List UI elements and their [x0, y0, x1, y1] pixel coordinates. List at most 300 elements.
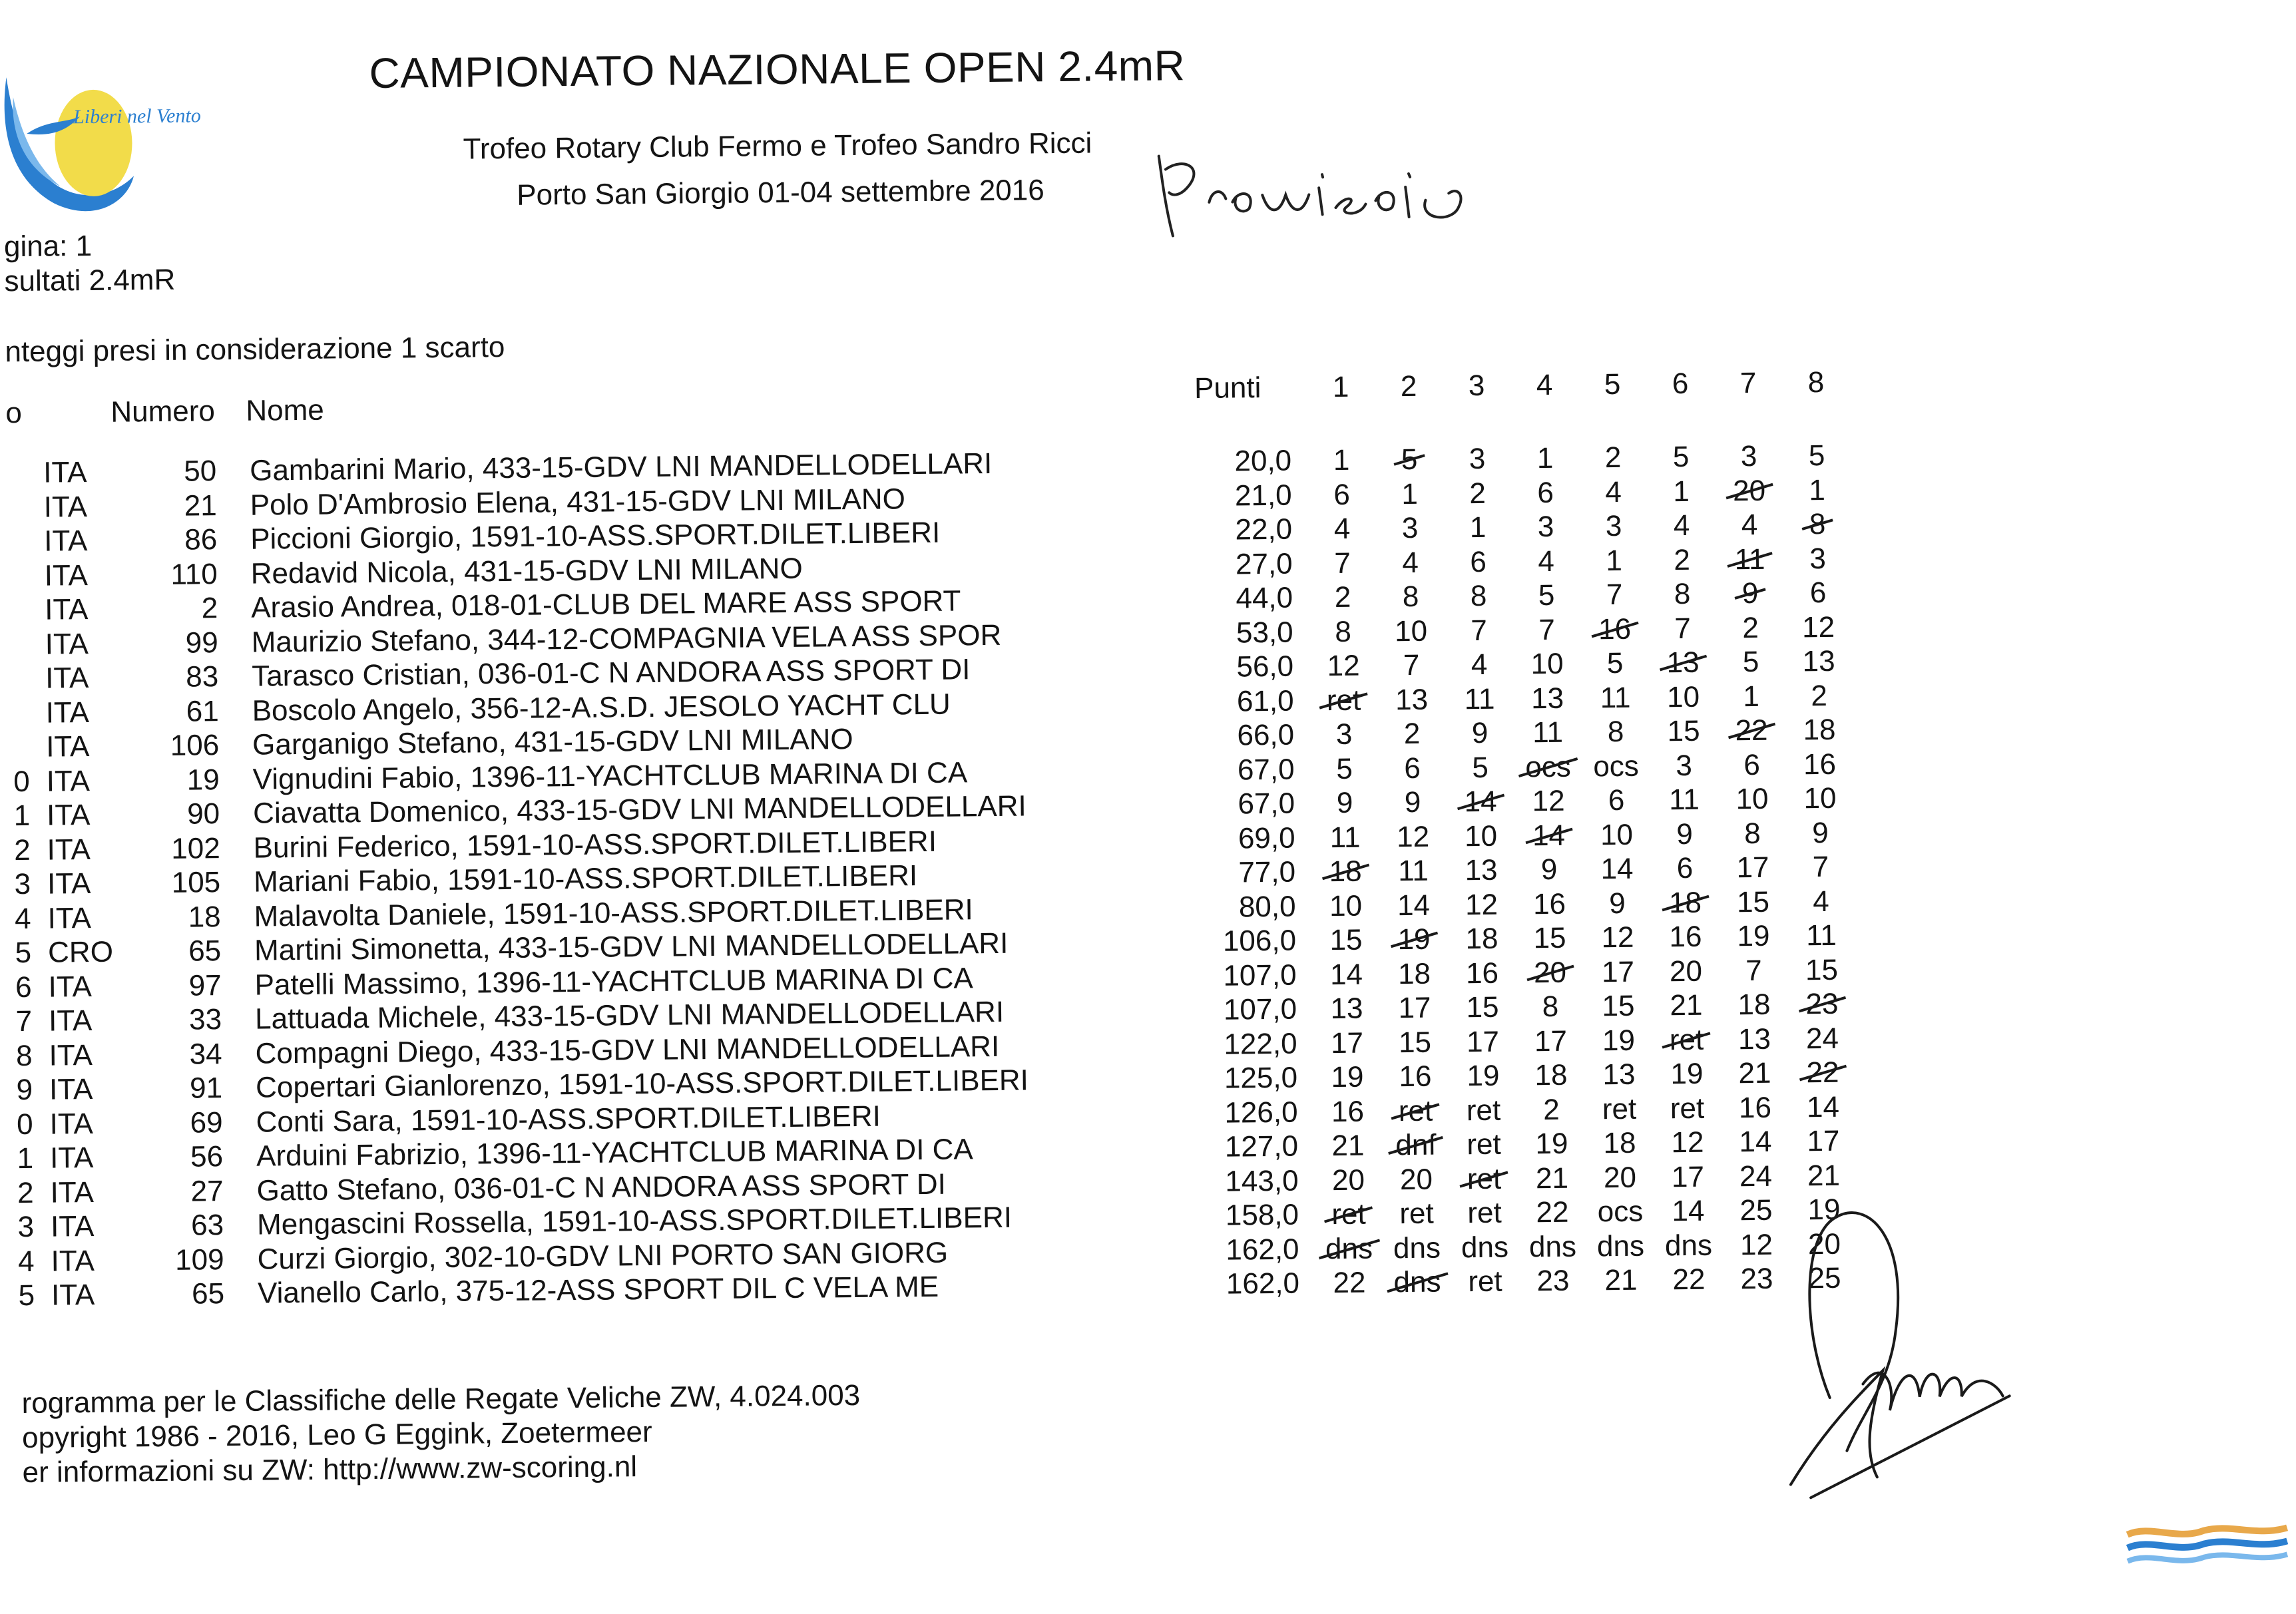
sail-number-cell: 27 [156, 1175, 223, 1209]
table-row [0, 0, 2280, 11]
race-score-cell [1449, 990, 1516, 1024]
race-score-cell [1519, 1195, 1586, 1229]
position-cell: 3 [4, 1211, 34, 1244]
race-score: 15 [1667, 715, 1700, 747]
nation-cell: ITA [47, 902, 91, 936]
discarded-score: 22 [1806, 1056, 1839, 1090]
race-score-cell [1514, 751, 1581, 785]
race-score-cell [1650, 681, 1716, 715]
race-score-cell [1718, 714, 1785, 748]
race-score: 21 [1807, 1159, 1840, 1192]
race-score-cell [1447, 751, 1513, 785]
race-score: 8 [1403, 580, 1419, 613]
race-score: 16 [1466, 957, 1498, 990]
race-score-cell [1313, 958, 1379, 992]
race-score: 4 [1741, 508, 1758, 541]
race-score-cell [1716, 475, 1782, 508]
race-score: 7 [1813, 851, 1829, 883]
race-score: 12 [1327, 650, 1359, 682]
table-row [0, 0, 2280, 11]
race-score-cell [1316, 1266, 1383, 1300]
race-score-cell [1384, 1265, 1451, 1299]
race-score-cell [1382, 1094, 1449, 1128]
race-score: 6 [1537, 477, 1554, 509]
race-score-cell [1650, 715, 1717, 749]
sail-number-cell: 34 [155, 1038, 222, 1072]
race-score: 23 [1740, 1263, 1773, 1295]
race-score-cell [1584, 956, 1651, 990]
race-score-cell [1583, 784, 1650, 818]
race-score: 14 [1807, 1091, 1839, 1123]
race-score-cell [1654, 1092, 1720, 1126]
race-score-cell [1586, 1093, 1652, 1127]
nation-cell: ITA [50, 1176, 94, 1210]
race-score-cell [1445, 614, 1512, 648]
race-score-cell [1383, 1197, 1450, 1231]
race-score: 8 [1744, 817, 1761, 850]
race-score: 4 [1538, 545, 1554, 578]
race-score-cell [1381, 957, 1447, 991]
table-row [0, 0, 2280, 11]
points-cell: 20,0 [1188, 445, 1291, 479]
race-score-cell [1446, 682, 1512, 716]
race-score-cell [1649, 578, 1716, 612]
race-score-cell [1516, 922, 1583, 956]
race-score: 16 [1331, 1096, 1364, 1128]
race-score: 9 [1541, 853, 1558, 886]
race-score: 19 [1737, 920, 1769, 952]
nation-cell: ITA [49, 1108, 93, 1141]
race-score-cell [1651, 818, 1718, 852]
sailor-name-cell: Polo D'Ambrosio Elena, 431-15-GDV LNI MILANO [250, 483, 905, 522]
race-score-cell [1383, 1163, 1449, 1197]
nation-cell: ITA [51, 1279, 95, 1312]
race-score-cell [1447, 716, 1513, 750]
race-score: 6 [1404, 752, 1421, 785]
sail-number-cell: 109 [157, 1243, 224, 1277]
race-score-cell [1790, 1159, 1857, 1193]
race-score-cell [1447, 819, 1514, 853]
sailor-name-cell: Arasio Andrea, 018-01-CLUB DEL MARE ASS SPORT [251, 584, 961, 624]
points-cell: 67,0 [1192, 787, 1295, 821]
sailor-name-cell: Ciavatta Domenico, 433-15-GDV LNI MANDELLODELLARI [253, 790, 1027, 831]
race-score-cell [1721, 988, 1787, 1022]
race-score: 4 [1674, 509, 1690, 542]
race-score: 4 [1813, 885, 1829, 918]
table-row [0, 0, 2280, 11]
race-score-cell [1652, 955, 1719, 989]
discarded-score: dnf [1395, 1129, 1437, 1163]
race-score-cell [1311, 752, 1377, 786]
points-cell: 66,0 [1191, 719, 1294, 753]
race-score: dns [1665, 1229, 1712, 1263]
sailor-name-cell: Martini Simonetta, 433-15-GDV LNI MANDELLODELLARI [254, 927, 1009, 968]
race-score-cell [1379, 751, 1445, 785]
race-score: ocs [1593, 750, 1639, 783]
race-score-cell [1650, 646, 1716, 680]
sail-number-cell: 97 [154, 969, 221, 1003]
race-score: 4 [1605, 476, 1622, 508]
race-score-cell [1651, 783, 1718, 817]
race-score-cell [1721, 1023, 1787, 1057]
race-score: 16 [1533, 888, 1566, 920]
table-row [0, 0, 2280, 11]
position-cell: 2 [0, 834, 30, 867]
race-score: 13 [1465, 854, 1497, 887]
race-score: 17 [1672, 1161, 1704, 1193]
race-score-cell [1719, 783, 1785, 817]
race-score-cell [1378, 648, 1445, 682]
race-score: 10 [1465, 820, 1497, 853]
race-score: 7 [1334, 547, 1351, 580]
race-score-cell [1513, 614, 1580, 648]
race-score-cell [1452, 1265, 1518, 1299]
race-score: 3 [1606, 510, 1622, 542]
sailor-name-cell: Boscolo Angelo, 356-12-A.S.D. JESOLO YACHT CLU [252, 688, 951, 728]
race-score: 17 [1736, 851, 1769, 884]
position-cell: 1 [3, 1142, 33, 1175]
race-score: 20 [1604, 1161, 1636, 1194]
sailor-name-cell: Mariani Fabio, 1591-10-ASS.SPORT.DILET.LIBERI [254, 859, 917, 899]
race-score: 21 [1738, 1057, 1771, 1090]
race-score: 17 [1331, 1027, 1363, 1060]
race-score: 15 [1602, 990, 1634, 1022]
sailor-name-cell: Lattuada Michele, 433-15-GDV LNI MANDELLODELLARI [255, 996, 1004, 1036]
race-score: 12 [1532, 785, 1564, 817]
race-score: 20 [1670, 955, 1702, 988]
points-cell: 127,0 [1195, 1130, 1298, 1164]
race-score: ret [1467, 1197, 1502, 1229]
race-score-cell [1788, 919, 1855, 953]
race-score: 16 [1803, 748, 1836, 781]
race-score-cell [1517, 990, 1584, 1024]
discarded-score: ocs [1525, 751, 1571, 785]
race-score: 1 [1333, 444, 1350, 477]
race-score-cell [1515, 819, 1582, 853]
race-score-cell [1581, 613, 1648, 647]
race-score: 1 [1809, 474, 1825, 506]
race-score-cell [1587, 1230, 1654, 1264]
position-cell: 8 [2, 1040, 32, 1073]
race-score-cell [1518, 1058, 1584, 1092]
table-row [0, 0, 2280, 11]
nation-cell: ITA [51, 1210, 95, 1244]
discarded-score: 14 [1464, 785, 1496, 819]
race-score: 11 [1329, 821, 1360, 854]
sailor-name-cell: Malavolta Daniele, 1591-10-ASS.SPORT.DILET.LIBERI [254, 893, 973, 933]
race-score-cell [1309, 580, 1376, 614]
race-score: 5 [1743, 646, 1759, 678]
race-score: 15 [1399, 1026, 1431, 1059]
race-score: 17 [1467, 1026, 1499, 1058]
table-row [0, 0, 2280, 11]
table-row [0, 0, 2280, 11]
points-cell: 106,0 [1193, 924, 1296, 958]
race-score-cell [1788, 954, 1855, 988]
race-score-cell [1652, 852, 1718, 886]
race-score-cell [1580, 441, 1646, 475]
race-score: 18 [1398, 958, 1431, 990]
race-score: 14 [1739, 1125, 1771, 1158]
race-score-cell [1381, 1026, 1448, 1060]
race-score-cell [1723, 1263, 1790, 1297]
discarded-score: 9 [1742, 577, 1759, 610]
race-score: 3 [1809, 542, 1826, 575]
race-score: 21 [1331, 1129, 1364, 1162]
race-score-cell [1582, 682, 1648, 715]
nation-cell: ITA [47, 867, 91, 901]
race-score: 4 [1402, 546, 1419, 579]
discarded-score: 5 [1401, 443, 1418, 477]
table-row [0, 0, 2280, 11]
header-race-8: 8 [1796, 366, 1836, 400]
race-score-cell [1654, 1161, 1721, 1195]
race-score: 16 [1399, 1060, 1431, 1093]
race-score-cell [1585, 990, 1652, 1024]
race-score: 18 [1534, 1059, 1567, 1092]
race-score: 15 [1737, 886, 1769, 918]
table-row [0, 0, 2280, 11]
nation-cell: ITA [44, 524, 88, 558]
race-score: 6 [1743, 749, 1760, 781]
race-score-cell [1723, 1194, 1789, 1228]
race-score-cell [1789, 1091, 1856, 1125]
race-score: 2 [1811, 680, 1827, 712]
footer-info: er informazioni su ZW: http://www.zw-scoring.nl [22, 1450, 637, 1490]
position-cell: 9 [3, 1074, 33, 1107]
sailor-name-cell: Patelli Massimo, 1396-11-YACHTCLUB MARINA DI CA [254, 962, 973, 1002]
discarded-score: ret [1331, 1198, 1366, 1231]
sailor-name-cell: Gatto Stefano, 036-01-C N ANDORA ASS SPORT DI [256, 1168, 946, 1208]
sail-number-cell: 56 [156, 1140, 223, 1174]
race-score-cell [1784, 542, 1851, 576]
race-score-cell [1449, 956, 1515, 990]
signature [1781, 1196, 2064, 1505]
sailor-name-cell: Curzi Giorgio, 302-10-GDV LNI PORTO SAN GIORG [257, 1237, 948, 1277]
race-score: dns [1529, 1231, 1576, 1264]
race-score: 9 [1405, 786, 1421, 819]
race-score: 6 [1470, 546, 1487, 578]
race-score: 21 [1536, 1162, 1568, 1195]
sailor-name-cell: Vignudini Fabio, 1396-11-YACHTCLUB MARINA DI CA [252, 756, 967, 796]
race-score: 18 [1603, 1127, 1636, 1159]
race-score-cell [1650, 749, 1717, 783]
race-score-cell [1514, 716, 1581, 750]
sailor-name-cell: Copertari Gianlorenzo, 1591-10-ASS.SPORT.DILET.LIBERI [256, 1064, 1029, 1105]
race-score-cell [1517, 1024, 1584, 1058]
race-score: dns [1461, 1231, 1508, 1265]
race-score-cell [1309, 546, 1375, 580]
race-score-cell [1447, 785, 1514, 819]
discarded-score: 16 [1598, 613, 1631, 646]
footer-copyright: opyright 1986 - 2016, Leo G Eggink, Zoetermeer [22, 1416, 652, 1455]
race-score: 7 [1606, 578, 1623, 611]
race-score: 14 [1600, 853, 1633, 885]
race-score-cell [1445, 511, 1511, 545]
race-score: 2 [1674, 544, 1690, 576]
race-score: ret [1399, 1197, 1434, 1230]
header-race-3: 3 [1457, 369, 1496, 403]
race-score: 10 [1600, 819, 1633, 851]
race-score: 16 [1669, 920, 1702, 953]
race-score-cell [1720, 886, 1786, 920]
race-score-cell [1451, 1231, 1518, 1265]
position-cell: 2 [3, 1177, 33, 1210]
race-score-cell [1379, 717, 1445, 751]
race-score-cell [1784, 508, 1851, 542]
race-score: 3 [1402, 512, 1419, 544]
points-cell: 158,0 [1196, 1199, 1299, 1233]
results-class: sultati 2.4mR [4, 264, 175, 298]
race-score-cell [1446, 648, 1512, 682]
race-score: 4 [1471, 648, 1488, 681]
race-score-cell [1514, 648, 1580, 682]
table-row [0, 0, 2280, 11]
race-score: ocs [1598, 1195, 1644, 1229]
page-number: gina: 1 [4, 230, 93, 264]
venue-dates: Porto San Giorgio 01-04 settembre 2016 [517, 174, 1044, 212]
race-score-cell [1718, 680, 1784, 714]
race-score: 13 [1738, 1023, 1771, 1056]
race-score: 9 [1676, 818, 1693, 851]
race-score: 12 [1601, 921, 1634, 954]
race-score: 18 [1803, 713, 1835, 746]
race-score-cell [1586, 1127, 1653, 1161]
points-cell: 44,0 [1190, 582, 1293, 616]
club-logo [0, 69, 134, 224]
sail-number-cell: 2 [151, 592, 218, 626]
position-cell: 4 [1, 903, 31, 936]
sail-number-cell: 106 [152, 729, 219, 763]
race-score-cell [1315, 1232, 1382, 1266]
race-score: 19 [1331, 1061, 1363, 1094]
race-score-cell [1312, 855, 1379, 889]
race-score-cell [1516, 956, 1583, 990]
points-cell: 122,0 [1194, 1028, 1297, 1062]
points-cell: 80,0 [1192, 891, 1295, 924]
race-score: 2 [1543, 1094, 1560, 1126]
header-race-6: 6 [1660, 367, 1700, 401]
race-score: 13 [1330, 992, 1363, 1025]
race-score-cell [1377, 511, 1443, 545]
discarded-score: 19 [1397, 923, 1430, 956]
nation-cell: ITA [51, 1245, 95, 1279]
sailor-name-cell: Mengascini Rossella, 1591-10-ASS.SPORT.DILET.LIBERI [257, 1201, 1012, 1242]
page-title: CAMPIONATO NAZIONALE OPEN 2.4mR [369, 41, 1185, 98]
nation-cell: ITA [45, 628, 89, 662]
race-score-cell [1451, 1196, 1518, 1230]
discarded-score: ret [1399, 1095, 1433, 1128]
table-row [0, 0, 2280, 11]
race-score-cell [1383, 1231, 1450, 1265]
race-score: 1 [1401, 478, 1418, 510]
discard-note: nteggi presi in considerazione 1 scarto [5, 331, 505, 369]
sail-number-cell: 105 [154, 866, 220, 900]
header-numero: Numero [111, 395, 215, 429]
race-headers [0, 0, 2280, 11]
race-score: ret [1602, 1093, 1637, 1125]
discarded-score: 20 [1534, 956, 1566, 990]
race-score: 5 [1336, 753, 1353, 785]
race-score-cell [1587, 1195, 1654, 1229]
sailor-name-cell: Gambarini Mario, 433-15-GDV LNI MANDELLODELLARI [250, 447, 992, 488]
wave-logo-small [2124, 1519, 2291, 1574]
race-score-cell [1309, 615, 1376, 649]
race-score-cell [1518, 1161, 1585, 1195]
race-score-cell [1655, 1229, 1722, 1263]
logo-text-1: Liberi nel Vento [73, 104, 201, 128]
race-score-cell [1789, 1022, 1855, 1056]
race-score-cell [1449, 1025, 1516, 1059]
race-score-cell [1582, 750, 1649, 784]
race-score: 10 [1530, 648, 1563, 680]
points-cell: 56,0 [1190, 650, 1293, 684]
race-score: 19 [1535, 1127, 1568, 1160]
race-score: 6 [1608, 784, 1625, 817]
race-score-cell [1451, 1162, 1517, 1196]
race-score-cell [1582, 715, 1649, 749]
header-race-4: 4 [1524, 369, 1564, 403]
race-score-cell [1583, 819, 1650, 853]
race-score-cell [1382, 1060, 1449, 1094]
race-score: 6 [1333, 479, 1350, 511]
race-score: 3 [1741, 440, 1757, 473]
race-score-cell [1520, 1264, 1586, 1298]
table-row [0, 0, 2280, 11]
nation-cell: CRO [48, 936, 113, 970]
race-score-cell [1719, 817, 1785, 851]
race-score: 23 [1536, 1265, 1569, 1297]
race-score-cell [1381, 991, 1448, 1025]
race-score: 5 [1809, 439, 1825, 472]
race-score-cell [1652, 887, 1718, 920]
race-score-cell [1313, 1026, 1380, 1060]
race-score-cell [1722, 1125, 1789, 1159]
race-score: 2 [1335, 581, 1351, 614]
race-score-cell [1582, 647, 1648, 681]
race-score: 7 [1674, 612, 1691, 645]
race-score-cell [1516, 888, 1582, 922]
race-score: 17 [1534, 1025, 1567, 1058]
race-score-cell [1314, 1095, 1381, 1129]
race-score-cell [1649, 612, 1716, 646]
race-score-cell [1716, 543, 1783, 577]
race-score: 1 [1673, 475, 1690, 508]
race-score: 12 [1465, 889, 1498, 921]
race-score-cell [1310, 649, 1377, 683]
race-score-cell [1584, 887, 1650, 921]
race-score-cell [1720, 954, 1787, 988]
race-score: 5 [1607, 647, 1624, 680]
points-cell: 53,0 [1190, 616, 1293, 650]
sailor-name-cell: Piccioni Giorgio, 1591-10-ASS.SPORT.DILET.LIBERI [250, 516, 941, 556]
discarded-score: 18 [1329, 855, 1361, 889]
race-score-cell [1380, 854, 1447, 888]
race-score: 8 [1542, 990, 1559, 1023]
race-score-cell [1787, 782, 1853, 816]
race-score: 7 [1745, 954, 1762, 987]
position-cell: 5 [5, 1279, 35, 1312]
discarded-score: 8 [1809, 508, 1826, 541]
race-score: dns [1597, 1230, 1644, 1263]
race-score: 12 [1397, 821, 1429, 853]
nation-cell: ITA [43, 456, 87, 490]
race-score: 3 [1676, 749, 1692, 782]
race-score-cell [1580, 476, 1646, 510]
race-score-cell [1308, 443, 1375, 477]
race-score-cell [1652, 920, 1719, 954]
race-score-cell [1588, 1263, 1654, 1297]
